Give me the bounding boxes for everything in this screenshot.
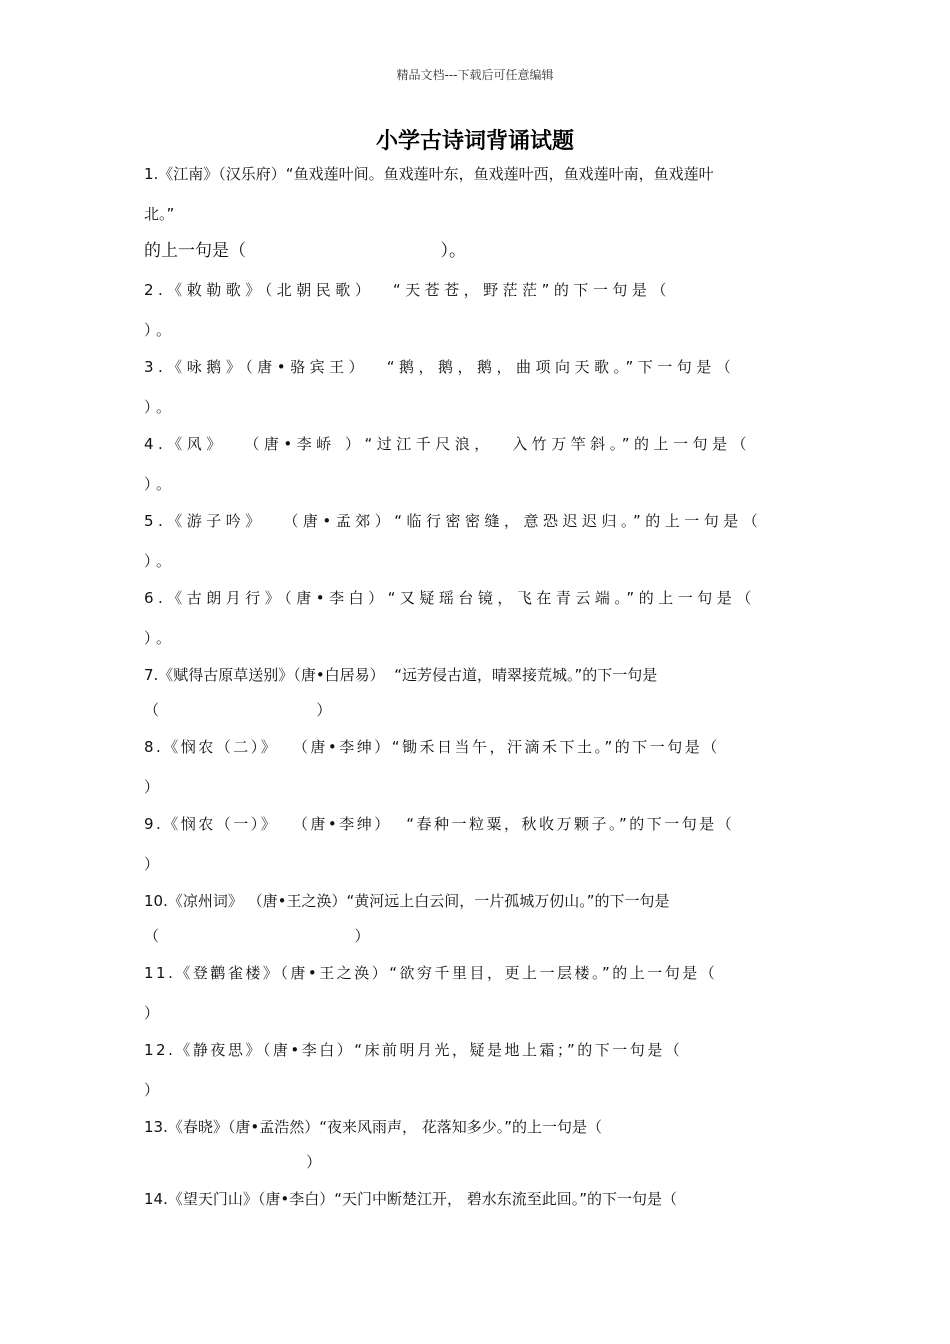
- question-9-line-1: 9.《悯农（一）》 （唐•李绅） “春种一粒粟，秋收万颗子。”的下一句是（: [144, 815, 735, 833]
- question-2-answer-blank: ）。: [144, 321, 176, 339]
- question-4-line-1: 4.《风》 （唐•李峤 ）“过江千尺浪， 入竹万竿斜。”的上一句是（: [144, 435, 752, 453]
- question-13-line-1: 13.《春晓》（唐•孟浩然）“夜来风雨声， 花落知多少。”的上一句是（: [144, 1118, 603, 1136]
- question-5-answer-blank: ）。: [144, 552, 176, 570]
- question-11-line-1: 11.《登鹳雀楼》（唐•王之涣）“欲穷千里目，更上一层楼。”的上一句是（: [144, 964, 718, 982]
- question-13-answer-blank: ）: [144, 1153, 322, 1171]
- question-11-answer-blank: ）: [144, 1004, 162, 1022]
- question-2-line-1: 2.《敕勒歌》（北朝民歌） “天苍苍，野茫茫”的下一句是（: [144, 281, 671, 299]
- page-title: 小学古诗词背诵试题: [375, 129, 574, 154]
- question-9-answer-blank: ）: [144, 855, 162, 873]
- question-3-line-1: 3.《咏鹅》（唐•骆宾王） “鹅，鹅，鹅，曲项向天歌。”下一句是（: [144, 358, 736, 376]
- question-4-answer-blank: ）。: [144, 475, 176, 493]
- question-12-answer-blank: ）: [144, 1081, 162, 1099]
- question-5-line-1: 5.《游子吟》 （唐•孟郊）“临行密密缝，意恐迟迟归。”的上一句是（: [144, 512, 763, 530]
- question-6-answer-blank: ）。: [144, 629, 176, 647]
- page-header: 精品文档---下载后可任意编辑: [396, 68, 554, 82]
- question-8-answer-blank: ）: [144, 778, 162, 796]
- question-3-answer-blank: ）。: [144, 398, 176, 416]
- question-1-line-2: 北。”: [144, 205, 175, 223]
- question-14-line-1: 14.《望天门山》（唐•李白）“天门中断楚江开， 碧水东流至此回。”的下一句是（: [144, 1190, 678, 1208]
- question-12-line-1: 12.《静夜思》（唐•李白）“床前明月光，疑是地上霜；”的下一句是（: [144, 1041, 683, 1059]
- question-7-line-1: 7.《赋得古原草送别》（唐•白居易） “远芳侵古道，晴翠接荒城。”的下一句是: [144, 666, 658, 684]
- question-1-answer-blank: 的上一句是（ ）。: [144, 241, 467, 261]
- question-7-answer-blank: （ ）: [144, 701, 332, 719]
- question-8-line-1: 8.《悯农（二）》 （唐•李绅）“锄禾日当午，汗滴禾下土。”的下一句是（: [144, 738, 720, 756]
- question-10-answer-blank: （ ）: [144, 927, 370, 945]
- question-6-line-1: 6.《古朗月行》（唐•李白）“又疑瑶台镜，飞在青云端。”的上一句是（: [144, 589, 756, 607]
- question-10-line-1: 10.《凉州词》 （唐•王之涣）“黄河远上白云间，一片孤城万仞山。”的下一句是: [144, 892, 670, 910]
- question-1-line-1: 1.《江南》（汉乐府）“鱼戏莲叶间。鱼戏莲叶东，鱼戏莲叶西，鱼戏莲叶南，鱼戏莲叶: [144, 165, 714, 183]
